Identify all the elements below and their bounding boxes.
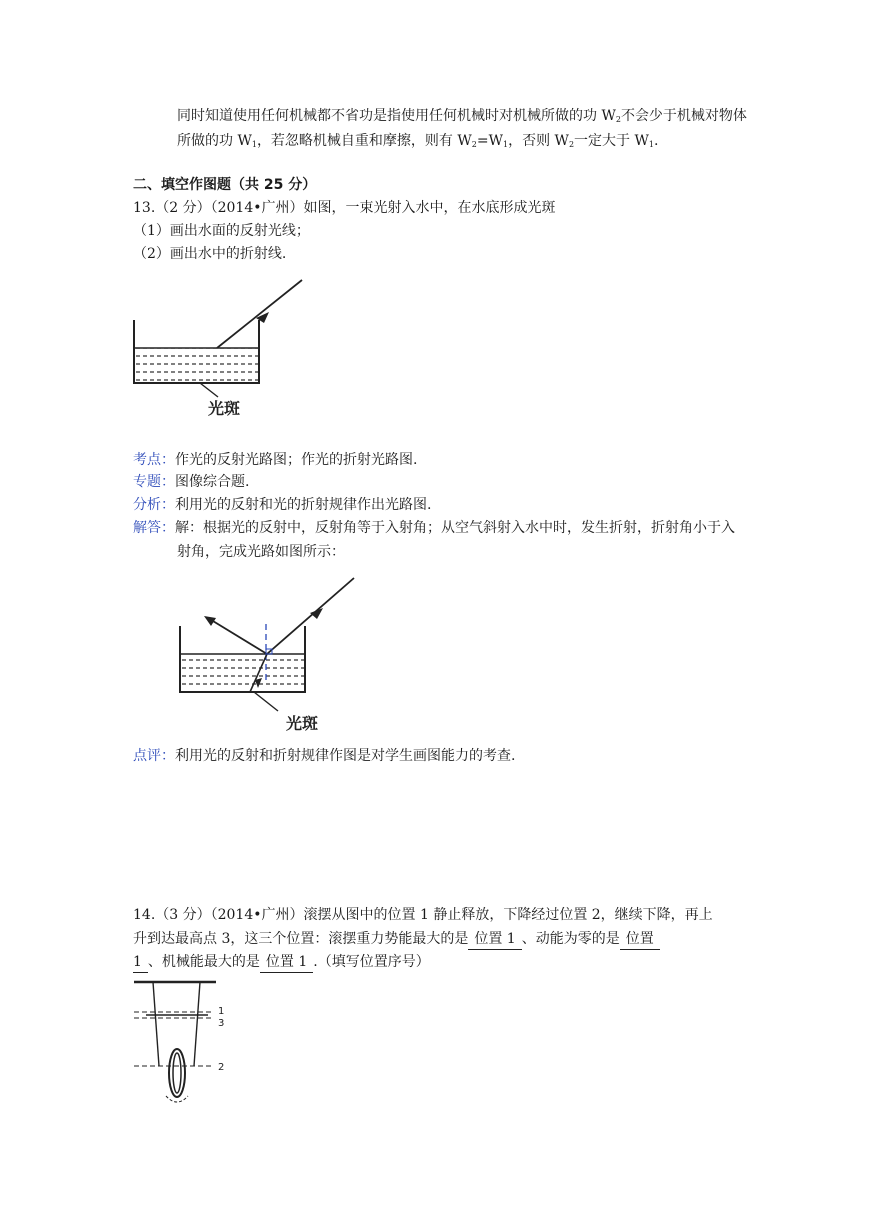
q14-text: 、机械能最大的是 [147, 954, 260, 970]
kaodian-row [133, 450, 417, 470]
string [194, 982, 200, 1066]
intro-text: =W [476, 133, 503, 149]
q14-text: 、动能为零的是 [521, 931, 620, 947]
answer-blank: 位置 1 [468, 929, 521, 950]
q14-line-3 [133, 952, 430, 973]
water [134, 348, 259, 383]
intro-text: 同时知道使用任何机械都不省功是指使用任何机械时对机械所做的功 W [177, 108, 616, 124]
q14-text: 升到达最高点 3，这三个位置：滚摆重力势能最大的是 [133, 931, 469, 947]
subscript: 1 [251, 140, 257, 149]
intro-text: 所做的功 W [177, 133, 252, 149]
fenxi-row [133, 495, 431, 515]
water [180, 654, 305, 692]
reflected-ray [208, 618, 267, 654]
string [153, 982, 159, 1066]
subscript: 1 [503, 140, 509, 149]
fenxi-label: 分析： [133, 497, 175, 513]
jieda-label: 解答： [133, 520, 175, 536]
leader-line [254, 692, 278, 711]
section-title: 二、填空作图题（共 25 分） [133, 177, 317, 193]
q14-maxwell-wheel-figure [128, 976, 238, 1111]
intro-text: ，若忽略机械自重和摩擦，则有 W [256, 133, 472, 149]
jieda-row [133, 518, 735, 538]
intro-line-2 [177, 131, 658, 155]
intro-text: ，否则 W [508, 133, 569, 149]
answer-blank: 位置 1 [260, 952, 313, 973]
subscript: 2 [471, 140, 477, 149]
dianping-text: 利用光的反射和折射规律作图是对学生画图能力的考查. [175, 748, 516, 764]
intro-text: . [653, 133, 659, 149]
dianping-row [133, 746, 515, 766]
q13-answer-figure [174, 568, 364, 738]
intro-text: 一定大于 W [574, 133, 649, 149]
fenxi-text: 利用光的反射和光的折射规律作出光路图. [175, 497, 432, 513]
q14-line-1: 14.（3 分）（2014•广州）滚摆从图中的位置 1 静止释放，下降经过位置 2，继续下降，再上 [133, 907, 713, 923]
zhuanti-label: 专题： [133, 474, 175, 490]
wheel-rim [173, 1053, 181, 1093]
q13-sub2: （2）画出水中的折射线. [133, 246, 287, 262]
leader-line [200, 383, 218, 397]
position-mark-2: 2 [218, 1062, 225, 1073]
subscript: 2 [568, 140, 575, 149]
figure-label: 光斑 [286, 714, 319, 733]
q13-stem: 13.（2 分）（2014•广州）如图，一束光射入水中，在水底形成光斑 [133, 200, 556, 216]
kaodian-text: 作光的反射光路图；作光的折射光路图. [175, 452, 418, 468]
jieda-row-2: 射角，完成光路如图所示： [177, 544, 345, 560]
kaodian-label: 考点： [133, 452, 175, 468]
arrow-icon [256, 312, 269, 323]
q13-container-figure [128, 272, 318, 422]
zhuanti-text: 图像综合题. [175, 474, 250, 490]
position-mark-1: 1 [218, 1006, 225, 1017]
answer-blank: 位置 [620, 929, 660, 950]
wheel [169, 1049, 185, 1097]
zhuanti-row [133, 472, 249, 492]
subscript: 1 [648, 140, 654, 149]
q13-sub1: （1）画出水面的反射光线； [133, 223, 310, 239]
intro-text: 不会少于机械对物体 [620, 108, 747, 124]
dianping-label: 点评： [133, 748, 175, 764]
answer-blank: 1 [133, 952, 148, 973]
incident-ray [267, 578, 354, 654]
q14-line-2 [133, 929, 660, 950]
jieda-text: 解：根据光的反射中，反射角等于入射角；从空气斜射入水中时，发生折射，折射角小于入 [175, 520, 735, 536]
figure-label: 光斑 [208, 399, 241, 418]
q14-text: .（填写位置序号） [313, 954, 430, 970]
position-mark-3: 3 [218, 1018, 225, 1029]
subscript: 2 [615, 115, 621, 124]
intro-line-1 [177, 106, 747, 130]
